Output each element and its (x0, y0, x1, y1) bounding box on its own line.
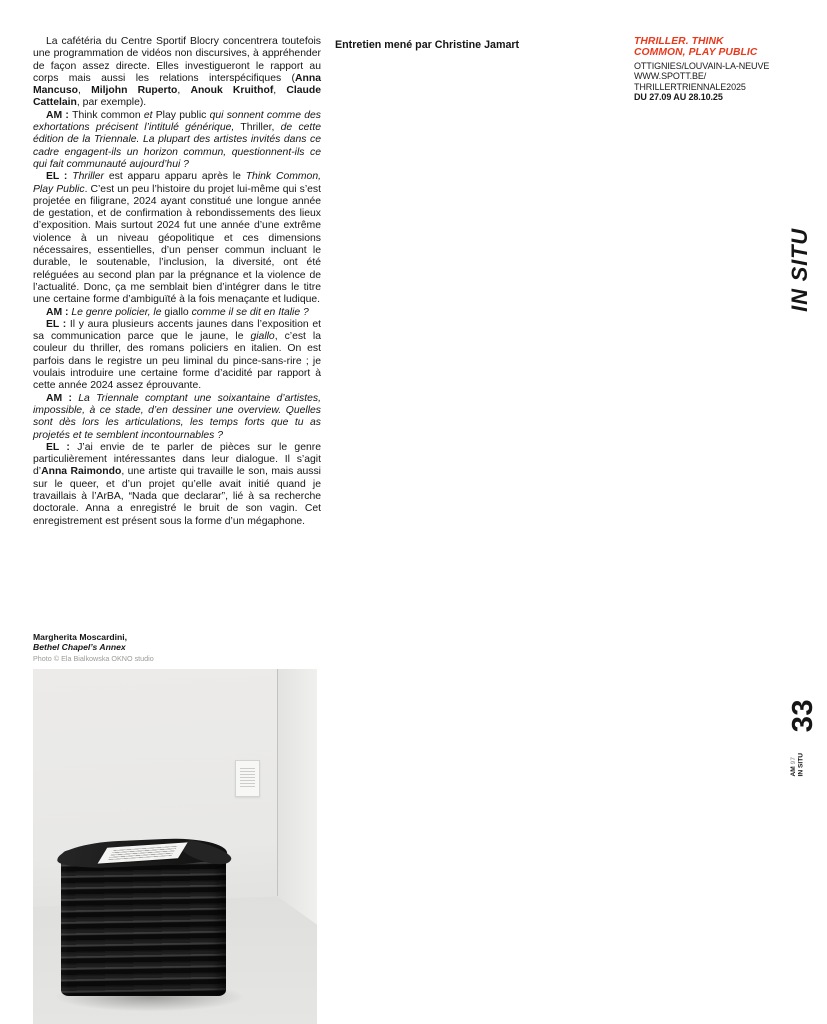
exhibition-location: OTTIGNIES/LOUVAIN-LA-NEUVE (634, 60, 770, 71)
text-segment: AM : (46, 392, 79, 404)
text-segment: Think Common, Play Public (33, 171, 321, 195)
artwork-photo (33, 669, 317, 1024)
caption-work-title: Bethel Chapel’s Annex (33, 642, 126, 653)
exhibition-title-line2: COMMON, PLAY PUBLIC (634, 47, 758, 59)
text-segment: de cette édition de la Triennale. La plupart des artistes invités dans ce cadre engagent-ils un horizon commun, questionnent-ils ce qui fait communauté aujourd’hui ? (33, 122, 321, 170)
magazine-footer-vertical (790, 753, 805, 776)
exhibition-title-line1: THRILLER. THINK (634, 36, 724, 47)
paragraph: EL : Thriller est apparu apparu après le Think Common, Play Public. C’est un peu l’histoire du projet lui-même qui s’est projetée en filigrane, 2024 ayant constitué une longue année de gestation, et de confirmation à rebondissements des lieux d’exposition. Mais surtout 2024 fut une année d’une extrême violence à un niveau géopolitique et ces dimensions nécessaires, essentielles, d’un penser commun incluant le durable, le soutenable, l’inclusion, la diversité, ont été reléguées au second plan par la prégnance et la violence de l’actualité. Donc, ça me semblait bien d’intégrer dans le titre une certaine forme d’ambiguïté à la fois menaçante et ludique. (33, 171, 321, 306)
text-segment: EL : (46, 171, 73, 183)
article-column-left (33, 36, 321, 528)
paragraph: EL : Il y aura plusieurs accents jaunes dans l’exposition et sa communication parce que le jaune, le giallo, c’est la couleur du thriller, des romans policiers en italien. On est parfois dans le registre un peu liminal du pince-sans-rire ; je voulais introduire une certaine forme d’acidité par rapport à cette année 2024 assez éprouvante. (33, 318, 321, 392)
photo-caption (33, 632, 273, 663)
text-segment: Claude Cattelain (33, 85, 321, 109)
text-segment: Anna Mancuso (33, 72, 321, 97)
text-segment: AM : (46, 109, 73, 121)
text-segment: giallo (250, 331, 275, 343)
magazine-name: AM (789, 766, 797, 777)
text-segment: qui sonnent comme des exhortations précisent l’intitulé générique, (33, 109, 321, 134)
text-segment: EL : (46, 441, 78, 453)
text-segment: et (143, 109, 153, 121)
text-segment: AM : (46, 306, 72, 318)
paragraph: La cafétéria du Centre Sportif Blocry concentrera toutefois une programmation de vidéos non discursives, à appréhender de façon assez directe. Elles investigueront le rapport au corps mais aussi les relations interspécifiques (Anna Mancuso, Miljohn Ruperto, Anouk Kruithof, Claude Cattelain, par exemple). (33, 36, 321, 109)
paragraph: EL : J’ai envie de te parler de pièces sur le genre particulièrement intéressantes dans leur dialogue. Il s’agit d’Anna Raimondo, une artiste qui travaille le son, mais aussi sur le queer, et d’un projet qu’elle avait initié quand je travaillais à l’ArBA, “Nada que declarar”, lié à sa recherche doctorale. Anna a enregistré le bruit de son vagin. Cet enregistrement est présent sous la forme d’un mégaphone. (33, 441, 321, 527)
text-segment: Anna Raimondo (41, 466, 122, 478)
gallery-corner-line (277, 669, 278, 896)
page-number: 33 (787, 699, 819, 733)
wall-text-frame (235, 760, 261, 797)
paragraph: AM : Le genre policier, le giallo comme il se dit en Italie ? (46, 306, 309, 318)
caption-photo-credit: Photo © Ela Bialkowska OKNO studio (33, 653, 154, 663)
article-column-right (335, 36, 777, 204)
section-label-vertical: IN SITU (787, 228, 812, 312)
text-segment: Thriller (72, 171, 104, 183)
text-segment: Anouk Kruithof (190, 85, 274, 97)
text-segment: Miljohn Ruperto (91, 85, 178, 97)
exhibition-url-line2: THRILLERTRIENNALE2025 (634, 81, 746, 92)
paragraph (33, 393, 321, 442)
text-segment: EL : (46, 318, 70, 330)
issue-number: 97 (789, 757, 797, 765)
interview-signature: Entretien mené par Christine Jamart (335, 39, 520, 51)
exhibition-info-box (634, 36, 777, 200)
exhibition-url-line1: WWW.SPOTT.BE/ (634, 71, 707, 82)
text-segment: comme il se dit en Italie ? (191, 306, 309, 318)
caption-artist-name: Margherita Moscardini, (33, 632, 128, 642)
text-segment: Le genre policier, le (71, 306, 162, 318)
text-segment: La Triennale comptant une soixantaine d’artistes, impossible, à ce stade, d’en dessiner une overview. Quelles sont dès lors les articulations, les temps forts que tu as projetés et te semblent incontournables ? (33, 392, 321, 441)
footer-section-label: IN SITU (797, 753, 805, 777)
paragraph: AM : Think common et Play public qui sonnent comme des exhortations précisent l’intitulé générique, Thriller, de cette édition de la Triennale. La plupart des artistes invités dans ce cadre engagent-ils un horizon commun, questionnent-ils ce qui fait communauté aujourd’hui ? (33, 109, 321, 170)
exhibition-dates: DU 27.09 AU 28.10.25 (634, 92, 723, 103)
magazine-issue-label (790, 753, 798, 776)
folded-blankets-stack (61, 850, 226, 996)
gallery-right-wall (277, 669, 317, 925)
